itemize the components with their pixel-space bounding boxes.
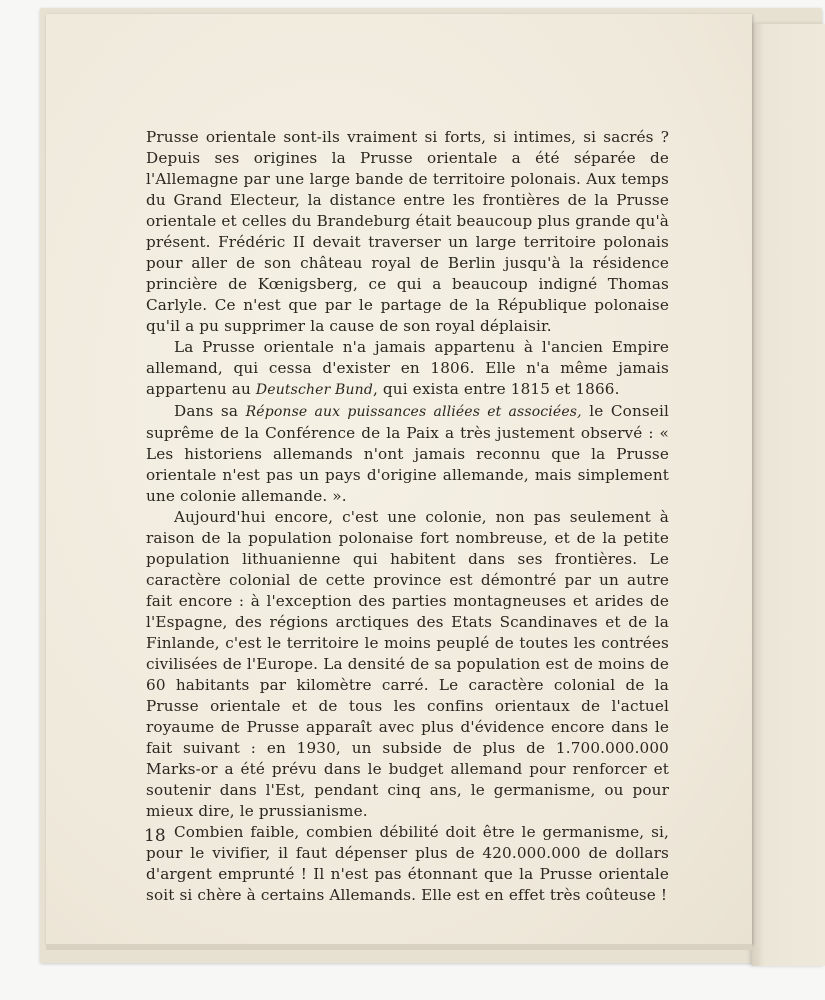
page-bottom-edge xyxy=(46,944,752,950)
paragraph-2 xyxy=(146,337,669,401)
page-number: 18 xyxy=(144,826,166,846)
italic-title: Réponse aux puissances alliées et associées, xyxy=(245,404,582,420)
paragraph-text: le Conseil suprême de la Conférence de la Paix a très justement observé : « Les historiens allemands n'ont jamais reconnu que la Prusse orientale n'est pas un pays d'origine allemande, mais simplement une colonie allemande. ». xyxy=(146,402,669,505)
paragraph-5 xyxy=(146,822,669,906)
paragraph-text: Dans sa xyxy=(174,402,246,420)
italic-title: Deutscher Bund xyxy=(255,382,373,398)
paragraph-text: Aujourd'hui encore, c'est une colonie, non pas seulement à raison de la population polonaise fort nombreuse, et de la petite population lithuanienne qui habitent dans ses frontières. Le caractère colonial de cette province est démontré par un autre fait encore : à l'exception des parties montagneuses et arides de l'Espagne, des régions arctiques des Etats Scandinaves et de la Finlande, c'est le territoire le moins peuplé de toutes les contrées civilisées de l'Europe. La densité de sa population est de moins de 60 habitants par kilomètre carré. Le caractère colonial de la Prusse orientale et de tous les confins orientaux de l'actuel royaume de Prusse apparaît avec plus d'évidence encore dans le fait suivant : en 1930, un subside de plus de 1.700.000.000 Marks-or a été prévu dans le budget allemand pour renforcer et soutenir dans l'Est, pendant cinq ans, le germanisme, ou pour mieux dire, le prussianisme. xyxy=(146,508,669,820)
paragraph-1 xyxy=(146,127,669,337)
paragraph-text: Combien faible, combien débilité doit être le germanisme, si, pour le vivifier, il faut dépenser plus de 420.000.000 de dollars d'argent emprunté ! Il n'est pas étonnant que la Prusse orientale soit si chère à certains Allemands. Elle est en effet très coûteuse ! xyxy=(146,823,669,904)
paragraph-text: Prusse orientale sont-ils vraiment si forts, si intimes, si sacrés ? Depuis ses origines la Prusse orientale a été séparée de l'Allemagne par une large bande de territoire polonais. Aux temps du Grand Electeur, la distance entre les frontières de la Prusse orientale et celles du Brandeburg était beaucoup plus grande qu'à présent. Frédéric II devait traverser un large territoire polonais pour aller de son château royal de Berlin jusqu'à la résidence princière de Kœnigsberg, ce qui a beaucoup indigné Thomas Carlyle. Ce n'est que par le partage de la République polonaise qu'il a pu supprimer la cause de son royal déplaisir. xyxy=(146,128,669,335)
facing-page-edge xyxy=(752,24,825,966)
paragraph-text: La Prusse orientale n'a jamais appartenu à l'ancien Empire allemand, qui cessa d'exister en 1806. Elle n'a même jamais appartenu au xyxy=(146,338,669,398)
paragraph-4 xyxy=(146,507,669,822)
paragraph-text: , qui exista entre 1815 et 1866. xyxy=(372,380,620,398)
body-text xyxy=(146,127,669,906)
paragraph-3 xyxy=(146,401,669,507)
